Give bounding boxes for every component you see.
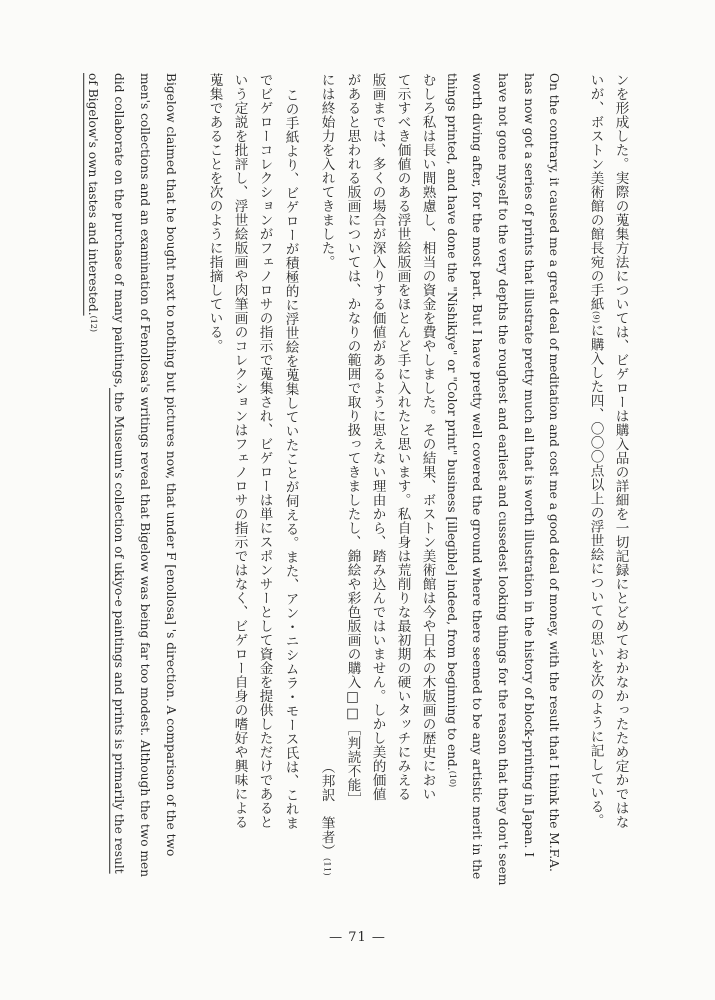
quote-jp-line-1-text: むしろ私は長い間熟慮し、相当の資金を費やしました。その結果、ボストン美術館は今や日本の木版画の歴史におい <box>419 73 436 801</box>
quote-jp-line-5 <box>319 73 333 269</box>
quote-en-line-5 <box>446 73 458 787</box>
attribution-text: （邦訳 筆者） <box>318 760 335 858</box>
quote-2-en-line-2-text: men's collections and an examination of Fenollosa's writings reveal that Bigelow was being far too modest. Although the two men <box>138 73 153 878</box>
paragraph-2-line-4 <box>207 73 221 353</box>
quote-en-line-2-text: has now got a series of prints that illustrate pretty much all that is worth illustration in the history of block-printing in Japan. I <box>522 73 537 858</box>
quote-en-line-3-text: have not gone myself to the very depths the roughest and earliest and cussedest looking things for the reason that they don't seem <box>496 73 511 886</box>
quote-2-en-line-4 <box>87 73 99 332</box>
quote-en-line-1-text: On the contrary, it caused me a great deal of meditation and cost me a good deal of money, with the result that I think the M.F.A. <box>547 73 562 872</box>
quote-2-en-line-3-text: did collaborate on the purchase of many paintings, <box>112 73 127 389</box>
paragraph-2-line-3-text: いう定説を批評し、浮世絵版画や肉筆画のコレクションはフェノロサの指示ではなく、ビゲロー自身の嗜好や興味による <box>231 73 248 829</box>
paragraph-1-line-2 <box>588 73 602 828</box>
quote-en-line-3 <box>497 73 509 885</box>
quote-2-en-line-1 <box>165 73 177 856</box>
quote-2-en-line-2 <box>139 73 151 877</box>
quote-en-line-2 <box>523 73 535 857</box>
quote-jp-line-4-text: があると思われる版画については、かなりの範囲で取り扱ってきましたし、錦絵や彩色版画の購入□□［判読不能］ <box>344 73 361 806</box>
paragraph-2-line-4-text: 蒐集であることを次のように指摘している。 <box>206 73 223 353</box>
quote-2-en-line-3 <box>113 73 125 874</box>
paragraph-2-line-3 <box>232 73 246 829</box>
paragraph-1-line-2-text-cont: に購入した四、〇〇〇点以上の浮世絵についての思いを次のように記している。 <box>587 323 604 828</box>
paragraph-1-line-1-text: ンを形成した。実際の蒐集方法については、ビゲローは購入品の詳細を一切記録にとどめておかなかったため定かではな <box>612 73 629 829</box>
paragraph-2-line-2-text: でビゲローコレクションがフェノロサの指示で蒐集され、ビゲローは単にスポンサーとして資金を提供しただけであると <box>256 73 273 829</box>
quote-en-line-4 <box>471 73 483 879</box>
page-number: — 71 — <box>329 930 386 945</box>
quote-en-line-5-text: things printed, and have done the "Nishikiye" or "Color print" business [illegible] indeed, from beginning to end. <box>445 73 460 771</box>
quote-jp-line-4 <box>345 73 359 806</box>
quote-jp-line-2-text: て示すべき価値のある浮世絵版画をほとんど手に入れたと思います。私自身は荒削りな最初期の硬いタッチにみえる <box>394 73 411 801</box>
quote-jp-line-5-text: には終始力を入れてきました。 <box>318 73 335 269</box>
quote-en-line-1 <box>548 73 560 872</box>
paragraph-2-line-1-text: この手紙より、ビゲローが積極的に浮世絵を蒐集していたことが伺える。また、アン・ニシムラ・モース氏は、これま <box>282 88 299 830</box>
quote-jp-line-3-text: 版画までは、多くの場合が深入りする価値があるように思えない理由から、踏み込んではいません。しかし美的価値 <box>369 73 386 801</box>
paragraph-2-line-1 <box>283 88 297 830</box>
quote-2-en-line-4-text: of Bigelow's own tastes and interested. <box>86 73 101 316</box>
quote-2-en-line-3-underlined: the Museum's collection of ukiyo-e paintings and prints is primarily the result <box>112 388 127 874</box>
quote-en-line-4-text: worth diving after, for the most part. But I have pretty well covered the ground where there seemed to be any artistic merit in the <box>470 73 485 880</box>
paragraph-2-line-2 <box>257 73 271 829</box>
paragraph-1-line-2-text: いが、ボストン美術館の館長宛の手紙 <box>587 73 604 311</box>
footnote-marker-10: (10) <box>448 770 458 788</box>
quote-jp-attribution <box>319 760 333 876</box>
quote-jp-line-1 <box>420 73 434 801</box>
quote-2-en-line-1-text: Bigelow claimed that he bought next to nothing but pictures now, that under F [enollosa] 's direction. A comparison of the two <box>164 73 179 857</box>
footnote-marker-9: (9) <box>591 311 601 324</box>
paragraph-1-line-1 <box>613 73 627 829</box>
footnote-marker-11: (11) <box>322 858 332 877</box>
quote-jp-line-2 <box>395 73 409 801</box>
quote-jp-line-3 <box>370 73 384 801</box>
footnote-marker-12: (12) <box>89 315 99 333</box>
